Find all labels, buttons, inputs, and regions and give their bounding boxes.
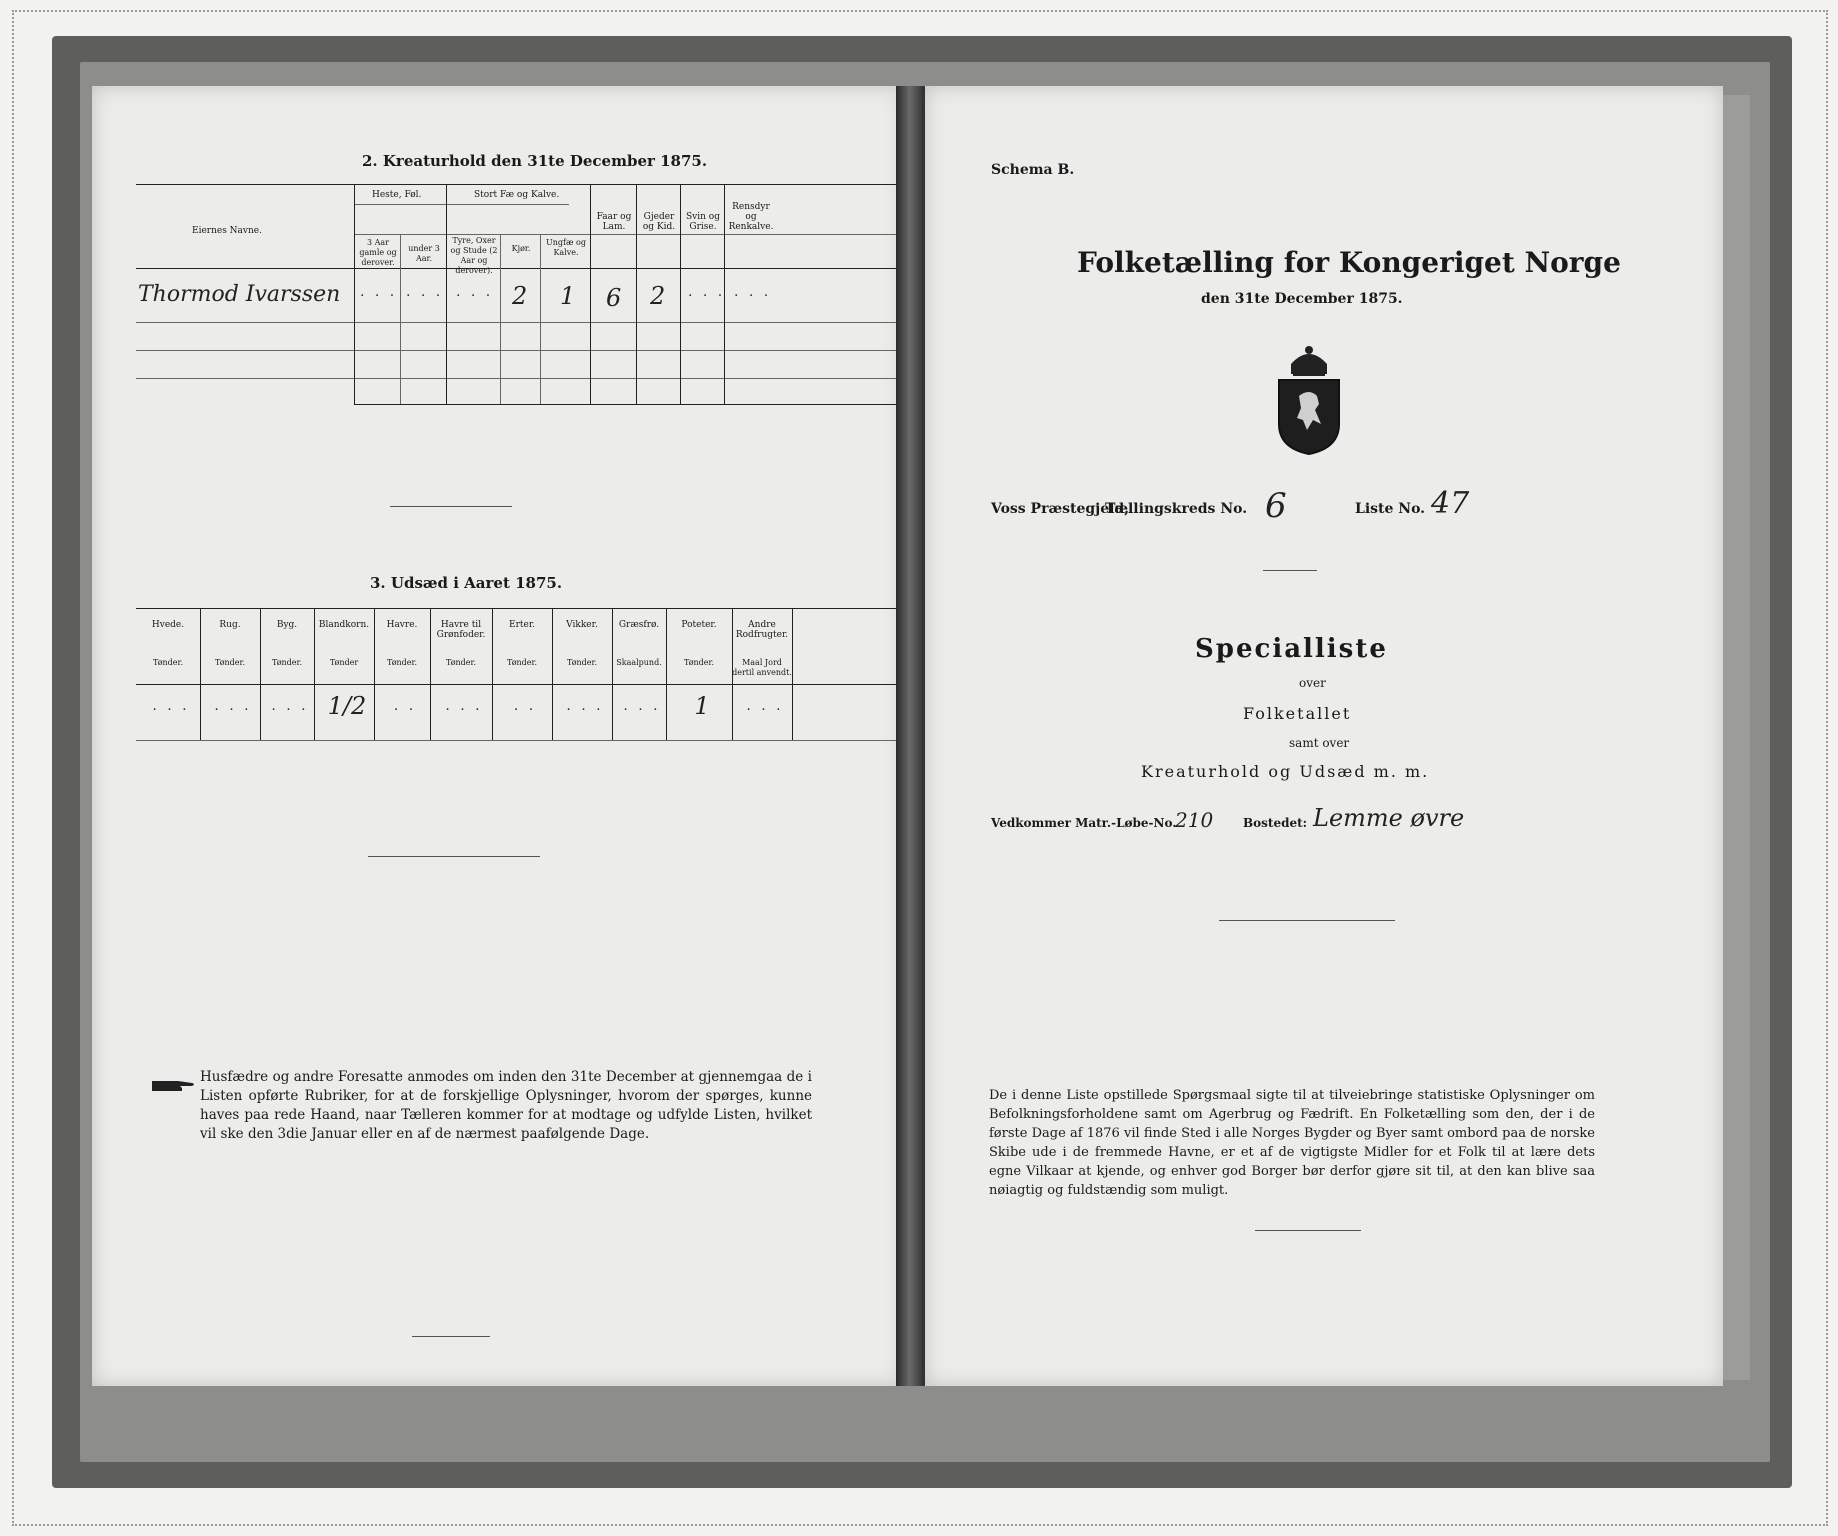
table3-col-unit: Tønder.: [152, 658, 184, 667]
kreds-label: Tællingskreds No.: [1105, 501, 1248, 517]
heste-a-value: . . .: [360, 284, 398, 300]
table3-col-name: Andre Rodfrugter.: [735, 620, 789, 640]
table2-col-line: [636, 184, 637, 404]
table3-value: . .: [393, 698, 417, 714]
gjeder-value: 2: [650, 282, 666, 310]
samt-over-text: samt over: [1289, 736, 1350, 750]
col-faar: Faar og Lam.: [596, 212, 632, 232]
col-heste-b: under 3 Aar.: [408, 244, 440, 263]
table2-col-line: [400, 234, 401, 404]
table3-col-unit: Tønder.: [271, 658, 303, 667]
owner-name: Thormod Ivarssen: [138, 282, 341, 307]
col-stort-b: Kjør.: [511, 244, 531, 253]
table3-col-name: Byg.: [276, 620, 298, 630]
table3-value: . . .: [214, 698, 252, 714]
table3-value: . . .: [746, 698, 784, 714]
separator: [1263, 570, 1317, 571]
table3-value: . . .: [271, 698, 309, 714]
separator: [1255, 1230, 1361, 1231]
separator: [412, 1336, 490, 1337]
left-page: [92, 86, 907, 1386]
table2-top-line: [136, 184, 904, 185]
rensdyr-value: . . .: [734, 284, 772, 300]
col-heste: Heste, Føl.: [372, 190, 422, 200]
table3-value: 1/2: [327, 692, 367, 720]
table3-col-name: Vikker.: [566, 620, 598, 630]
matr-number: 210: [1175, 808, 1214, 832]
table2-row-line: [136, 350, 904, 351]
table2-col-line: [500, 234, 501, 404]
heste-b-value: . . .: [406, 284, 444, 300]
table3-col-unit: Tønder.: [386, 658, 418, 667]
col-stort: Stort Fæ og Kalve.: [474, 190, 560, 200]
table2-row-line: [136, 322, 904, 323]
table3-col-unit: Tønder.: [683, 658, 715, 667]
table2-header-bottom: [136, 268, 904, 269]
table3-value: . . .: [445, 698, 483, 714]
table3-col-name: Blandkorn.: [318, 620, 370, 630]
over-text: over: [1299, 676, 1326, 690]
table2-bottom: [354, 404, 899, 405]
table3-col-unit: Tønder.: [506, 658, 538, 667]
prestegjeld-label: Voss Præstegjeld,: [991, 501, 1130, 517]
kreatur-text: Kreaturhold og Udsæd m. m.: [1141, 762, 1430, 781]
table3-col-line: [792, 608, 793, 740]
col-owner: Eiernes Navne.: [192, 226, 262, 236]
table3-top: [136, 608, 904, 609]
kjor-value: 2: [512, 282, 528, 310]
table3-col-name: Græsfrø.: [618, 620, 660, 630]
table3-col-name: Rug.: [219, 620, 241, 630]
right-page: [922, 86, 1723, 1386]
table3-col-name: Poteter.: [681, 620, 717, 630]
separator: [390, 506, 512, 507]
table3-value: . . .: [566, 698, 604, 714]
col-stort-c: Ungfæ og Kalve.: [546, 238, 586, 257]
table3-bottom: [136, 740, 904, 741]
specialliste-title: Specialliste: [1195, 634, 1388, 664]
section2-title: 2. Kreaturhold den 31te December 1875.: [362, 152, 708, 170]
table2-col-line: [446, 184, 447, 404]
bosted-label: Bostedet:: [1243, 816, 1308, 830]
table3-col-name: Havre til Grønfoder.: [436, 620, 486, 640]
table3-value: . . .: [152, 698, 190, 714]
main-title: Folketælling for Kongeriget Norge: [1077, 246, 1621, 279]
table3-col-unit: Tønder.: [445, 658, 477, 667]
table3-col-unit: Maal Jord dertil anvendt.: [732, 658, 792, 677]
table3-value: . . .: [623, 698, 661, 714]
table3-col-name: Havre.: [386, 620, 418, 630]
main-subtitle: den 31te December 1875.: [1201, 291, 1403, 307]
table2-subhead-line: [354, 204, 569, 205]
table3-value: 1: [694, 692, 710, 720]
table3-col-name: Hvede.: [151, 620, 185, 630]
matr-label: Vedkommer Matr.-Løbe-No.: [991, 816, 1177, 830]
faar-value: 6: [606, 284, 622, 312]
table2-subhead-line2: [354, 234, 899, 235]
table3-col-unit: Tønder.: [566, 658, 598, 667]
table2-col-line: [680, 184, 681, 404]
svin-value: . . .: [688, 284, 726, 300]
table3-value: . .: [513, 698, 537, 714]
table3-header-bottom: [136, 684, 904, 685]
table3-col-unit: Tønder: [329, 658, 359, 667]
ungfae-value: 1: [560, 282, 576, 310]
col-heste-a: 3 Aar gamle og derover.: [359, 238, 397, 267]
liste-number: 47: [1431, 486, 1470, 521]
notice-text: Husfædre og andre Foresatte anmodes om inden den 31te December at gjennemgaa de i Listen opførte Rubriker, for at de forskjellige Oplysninger, hvorom der spørges, kunne haves paa rede Haand, naar Tælleren kommer for at modtage og udfylde Listen, hvilket vil ske den 3die Januar eller en af de nærmest paafølgende Dage.: [200, 1069, 812, 1142]
folketallet-text: Folketallet: [1243, 704, 1352, 723]
stort-a-value: . . .: [456, 284, 494, 300]
pointing-hand-icon: [152, 1076, 196, 1096]
schema-label: Schema B.: [991, 162, 1075, 178]
intro-paragraph: De i denne Liste opstillede Spørgsmaal sigte til at tilveiebringe statistiske Oplysninger om Befolkningsforholdene samt om Agerbrug og Fædrift. En Folketælling som den, der i de første Dage af 1876 vil finde Sted i alle Norges Bygder og Byer samt ombord paa de norske Skibe ude i de fremmede Havne, er et af de vigtigste Midler for et Folk til at lære dets egne Vilkaar at kjende, og enhver god Borger bør derfor gjøre sit til, at den kan blive saa nøiagtig og fuldstændig som muligt.: [989, 1088, 1595, 1198]
col-gjeder: Gjeder og Kid.: [642, 212, 676, 232]
table2-col-line: [540, 234, 541, 404]
col-stort-a: Tyre, Oxer og Stude (2 Aar og derover).: [450, 236, 498, 275]
table3-col-unit: Skaalpund.: [616, 658, 662, 667]
col-rensdyr: Rensdyr og Renkalve.: [728, 202, 774, 232]
kreds-number: 6: [1265, 486, 1287, 526]
table2-col-line: [590, 184, 591, 404]
coat-of-arms-icon: [1269, 344, 1349, 456]
separator: [368, 856, 540, 857]
separator: [1219, 920, 1395, 921]
col-svin: Svin og Grise.: [686, 212, 720, 232]
section3-title: 3. Udsæd i Aaret 1875.: [370, 574, 563, 592]
table2-row-line: [136, 378, 904, 379]
table3-col-name: Erter.: [509, 620, 535, 630]
liste-label: Liste No.: [1355, 501, 1426, 517]
bosted-value: Lemme øvre: [1313, 804, 1465, 832]
table2-col-line: [354, 184, 355, 404]
table3-col-unit: Tønder.: [214, 658, 246, 667]
